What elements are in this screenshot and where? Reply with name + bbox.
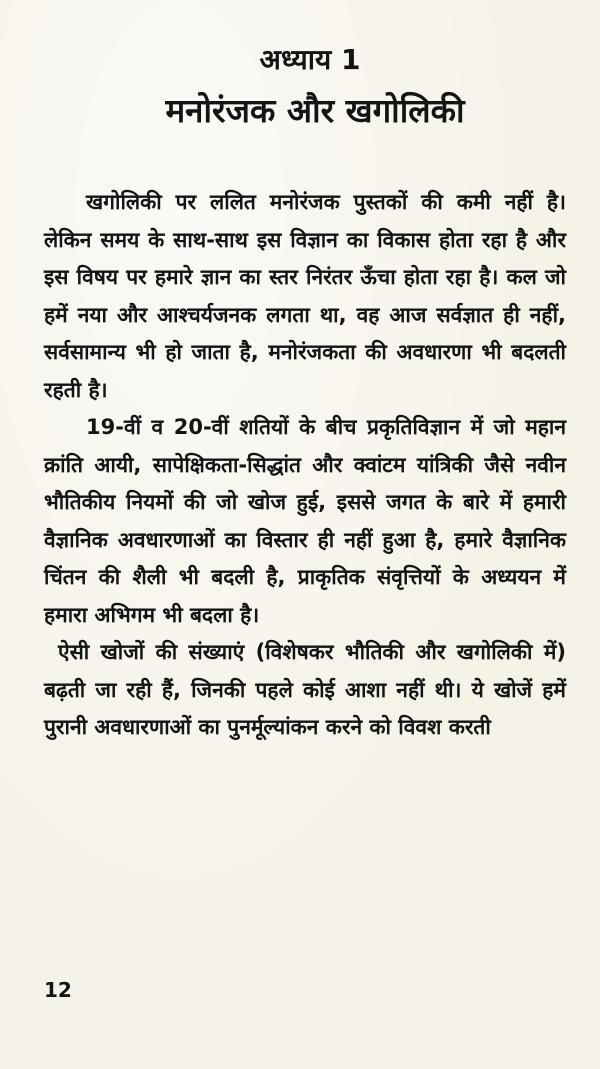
- page-content: [44, 40, 566, 747]
- paragraph-1: खगोलिकी पर ललित मनोरंजक पुस्तकों की कमी नहीं है। लेकिन समय के साथ-साथ इस विज्ञान का विकास होता रहा है और इस विषय पर हमारे ज्ञान का स्तर निरंतर ऊँचा होता रहा है। कल जो हमें नया और आश्चर्यजनक लगता था, वह आज सर्वज्ञात ही नहीं, सर्वसामान्य भी हो जाता है, मनोरंजकता की अवधारणा भी बदलती रहती है।: [44, 190, 566, 402]
- page-number: 12: [44, 978, 72, 1002]
- paragraph-2: 19-वीं व 20-वीं शतियों के बीच प्रकृतिविज्ञान में जो महान क्रांति आयी, सापेक्षिकता-सिद्धांत और क्वांटम यांत्रिकी जैसे नवीन भौतिकीय नियमों की जो खोज हुई, इससे जगत के बारे में हमारी वैज्ञानिक अवधारणाओं का विस्तार ही नहीं हुआ है, हमारे वैज्ञानिक चिंतन की शैली भी बदली है, प्राकृतिक संवृत्तियों के अध्ययन में हमारा अभिगम भी बदला है।: [44, 415, 566, 627]
- chapter-title: मनोरंजक और खगोलिकी: [165, 91, 465, 130]
- paragraph-3: ऐसी खोजों की संख्याएं (विशेषकर भौतिकी और खगोलिकी में) बढ़ती जा रही हैं, जिनकी पहले कोई आशा नहीं थी। ये खोजें हमें पुरानी अवधारणाओं का पुनर्मूल्यांकन करने को विवश करती: [44, 640, 566, 739]
- chapter-label: अध्याय 1: [259, 43, 361, 76]
